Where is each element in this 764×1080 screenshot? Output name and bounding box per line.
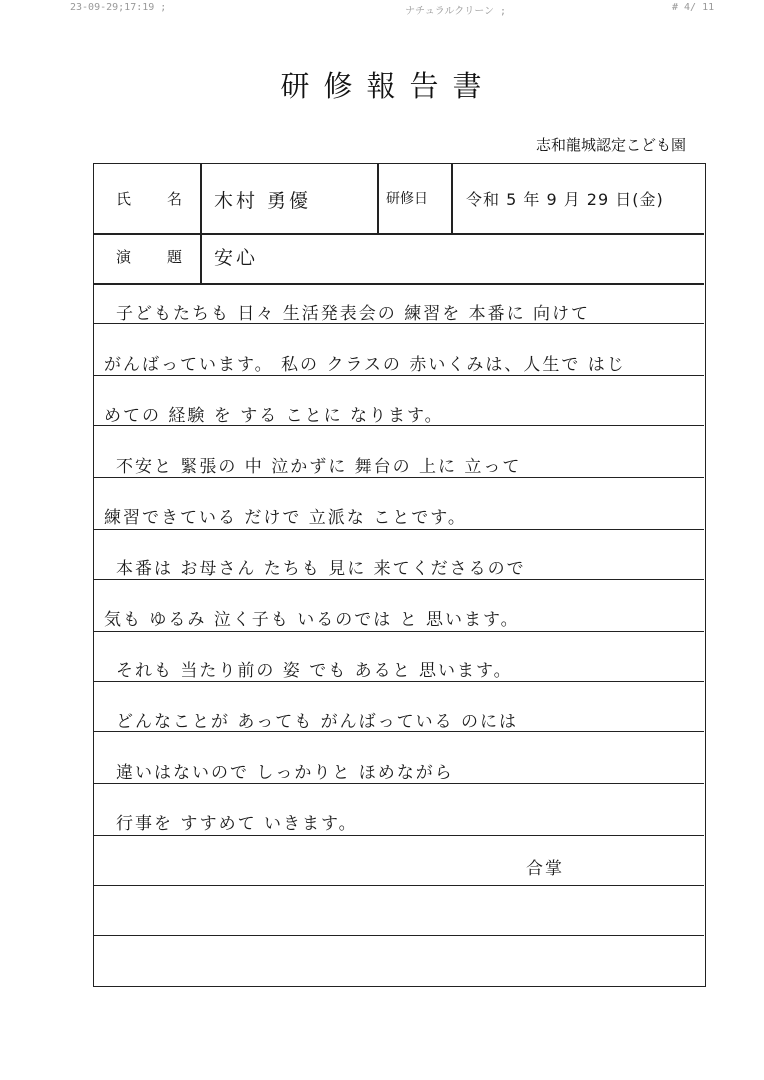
report-line: がんばっています。 私の クラスの 赤いくみは、人生で はじ xyxy=(104,355,626,375)
row-divider xyxy=(94,631,704,632)
report-line: 本番は お母さん たちも 見に 来てくださるので xyxy=(116,559,526,579)
name-label: 氏 名 xyxy=(116,190,185,208)
row-divider xyxy=(94,529,704,530)
row-divider xyxy=(94,783,704,784)
row-divider xyxy=(94,375,704,376)
row-divider xyxy=(94,681,704,682)
topic-value: 安心 xyxy=(214,247,259,269)
row-divider xyxy=(94,283,704,285)
training-date-value: 令和 5 年 9 月 29 日(金) xyxy=(466,190,664,209)
report-line: 行事を すすめて いきます。 xyxy=(116,814,358,834)
report-line: 気も ゆるみ 泣く子も いるのでは と 思います。 xyxy=(104,610,520,630)
report-line: 違いはないので しっかりと ほめながら xyxy=(116,763,454,783)
fax-sender: ナチュラルクリーン ; xyxy=(405,6,507,17)
topic-label: 演 題 xyxy=(116,248,185,266)
row-divider xyxy=(94,885,704,886)
organization-name: 志和龍城認定こども園 xyxy=(535,136,686,154)
row-divider xyxy=(94,579,704,580)
report-line: それも 当たり前の 姿 でも あると 思います。 xyxy=(116,661,513,681)
row-divider xyxy=(94,935,704,936)
report-line: 練習できている だけで 立派な ことです。 xyxy=(104,508,467,528)
report-line: 子どもたちも 日々 生活発表会の 練習を 本番に 向けて xyxy=(116,304,591,324)
fax-header xyxy=(0,0,764,16)
report-line: めての 経験 を する ことに なります。 xyxy=(104,406,444,426)
column-divider xyxy=(451,164,453,233)
row-divider xyxy=(94,233,704,235)
report-line: どんなことが あっても がんばっている のには xyxy=(116,712,519,732)
document-title: 研修報告書 xyxy=(280,69,496,103)
fax-timestamp: 23-09-29;17:19 ; xyxy=(70,2,167,13)
column-divider xyxy=(377,164,379,233)
report-form xyxy=(93,163,706,987)
name-value: 木村 勇優 xyxy=(214,190,312,212)
row-divider xyxy=(94,835,704,836)
report-line: 不安と 緊張の 中 泣かずに 舞台の 上に 立って xyxy=(116,457,522,477)
row-divider xyxy=(94,477,704,478)
closing-signoff: 合掌 xyxy=(526,859,564,879)
fax-page-number: # 4/ 11 xyxy=(672,2,715,13)
column-divider xyxy=(200,164,202,283)
training-date-label: 研修日 xyxy=(386,191,428,207)
